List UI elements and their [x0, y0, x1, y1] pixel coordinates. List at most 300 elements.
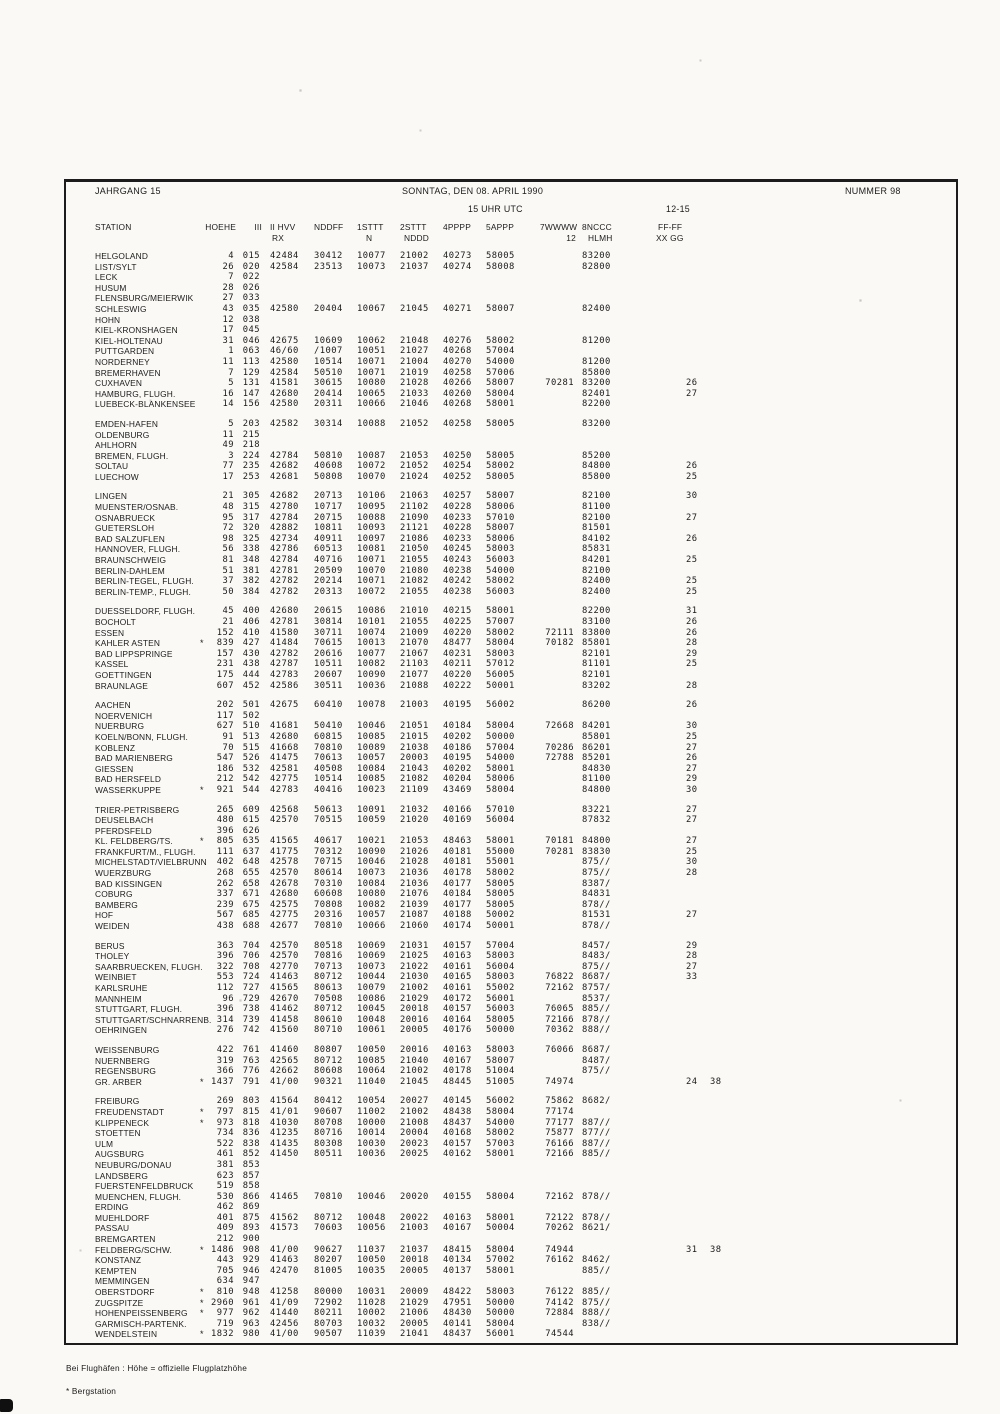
synop-group: 10090	[357, 669, 386, 680]
station-code: 853	[242, 1159, 260, 1170]
synop-group: 40260	[443, 388, 472, 399]
table-row	[64, 1118, 956, 1129]
synop-group: 57004	[486, 742, 515, 753]
synop-group: 80807	[314, 1044, 343, 1055]
synop-group: 40195	[443, 700, 472, 711]
synop-group: 10050	[357, 1044, 386, 1055]
table-row	[64, 826, 956, 837]
synop-group: 58007	[486, 491, 515, 502]
group-8nccc: 82800	[582, 261, 611, 272]
station-hoehe: 231	[216, 659, 234, 670]
synop-group: 10013	[357, 638, 386, 649]
station-code: 626	[242, 825, 260, 836]
table-row	[64, 576, 956, 587]
group-8nccc: 875//	[582, 961, 611, 972]
table-row	[64, 1223, 956, 1234]
synop-group: 21052	[400, 461, 429, 472]
synop-group: 10023	[357, 784, 386, 795]
synop-group: 58003	[486, 1044, 515, 1055]
group-8nccc: 83200	[582, 251, 611, 261]
synop-group: 21036	[400, 878, 429, 889]
synop-group: 42680	[270, 388, 299, 399]
synop-group: 48445	[443, 1076, 472, 1087]
wind-ff: 33	[686, 972, 698, 983]
synop-group: 20615	[314, 606, 343, 617]
table-row	[64, 1160, 956, 1171]
table-row	[64, 1298, 956, 1309]
station-code: 908	[242, 1244, 260, 1255]
station-code: 615	[242, 815, 260, 826]
station-name: BAD MARIENBERG	[95, 753, 173, 764]
synop-group: 10086	[357, 606, 386, 617]
station-hoehe: 117	[216, 710, 234, 721]
station-name: LIST/SYLT	[95, 261, 137, 272]
column-header-1sttt: 1STTT	[357, 222, 384, 232]
synop-group: 10511	[314, 659, 343, 670]
station-hoehe: 705	[216, 1265, 234, 1276]
synop-group: 41462	[270, 1004, 299, 1015]
station-name: NEUBURG/DONAU	[95, 1159, 172, 1170]
synop-group: 50808	[314, 471, 343, 482]
station-hoehe: 322	[216, 961, 234, 972]
synop-group: 56004	[486, 961, 515, 972]
station-hoehe: 72	[222, 523, 234, 534]
table-row	[64, 721, 956, 732]
station-code: 502	[242, 710, 260, 721]
synop-group: 40162	[443, 1149, 472, 1160]
group-8nccc: 878//	[582, 1212, 611, 1223]
station-hoehe: 26	[222, 261, 234, 272]
group-8nccc: 83202	[582, 680, 611, 691]
station-name: NORDERNEY	[95, 356, 150, 367]
wind-ff: 31	[686, 606, 698, 617]
station-code: 510	[242, 721, 260, 732]
group-separator	[64, 482, 956, 491]
column-header-12: 12	[566, 233, 576, 243]
synop-group: 48477	[443, 638, 472, 649]
station-hoehe: 553	[216, 972, 234, 983]
station-hoehe: 438	[216, 921, 234, 932]
station-code: 382	[242, 576, 260, 587]
synop-group: 21046	[400, 399, 429, 410]
station-name: KIEL-KRONSHAGEN	[95, 325, 178, 336]
synop-group: 10089	[357, 742, 386, 753]
synop-group: 41/00	[270, 1329, 299, 1340]
station-name: EMDEN-HAFEN	[95, 418, 159, 429]
synop-group: 58003	[486, 1287, 515, 1298]
station-name: WENDELSTEIN	[95, 1329, 158, 1340]
synop-group: 40157	[443, 940, 472, 951]
synop-group: 21121	[400, 523, 429, 534]
synop-group: 80207	[314, 1255, 343, 1266]
footnote-bergstation: * Bergstation	[66, 1386, 117, 1396]
station-hoehe: 31	[222, 335, 234, 346]
station-code: 147	[242, 388, 260, 399]
synop-group: 40266	[443, 378, 472, 389]
synop-group: 41235	[270, 1128, 299, 1139]
synop-group: 40211	[443, 659, 472, 670]
group-8nccc: 84800	[582, 461, 611, 472]
station-hoehe: 522	[216, 1138, 234, 1149]
station-hoehe: 12	[222, 314, 234, 325]
group-7wwww: 76166	[545, 1138, 574, 1149]
synop-group: 30711	[314, 627, 343, 638]
synop-group: 10048	[357, 1014, 386, 1025]
synop-group: 40176	[443, 1025, 472, 1036]
synop-group: 57003	[486, 1138, 515, 1149]
synop-group: 40508	[314, 763, 343, 774]
synop-group: 10514	[314, 356, 343, 367]
station-hoehe: 462	[216, 1202, 234, 1213]
synop-group: 21051	[400, 721, 429, 732]
group-8nccc: 84102	[582, 533, 611, 544]
station-code: 203	[242, 418, 260, 429]
synop-group: 21026	[400, 846, 429, 857]
group-8nccc: 85801	[582, 731, 611, 742]
synop-group: 80703	[314, 1318, 343, 1329]
synop-group: 40184	[443, 889, 472, 900]
synop-group: 21031	[400, 940, 429, 951]
station-name: LUEBECK-BLANKENSEE	[95, 399, 196, 410]
wind-ff: 28	[686, 638, 698, 649]
station-code: 452	[242, 680, 260, 691]
group-7wwww: 70281	[545, 846, 574, 857]
group-8nccc: 8487/	[582, 1055, 611, 1066]
synop-group: 10035	[357, 1265, 386, 1276]
synop-group: 57012	[486, 659, 515, 670]
station-hoehe: 921	[216, 784, 234, 795]
synop-group: 42782	[270, 586, 299, 597]
synop-group: 21004	[400, 356, 429, 367]
station-hoehe: 547	[216, 753, 234, 764]
synop-group: 21033	[400, 388, 429, 399]
group-8nccc: 8483/	[582, 951, 611, 962]
synop-group: 20020	[400, 1191, 429, 1202]
synop-group: 10030	[357, 1138, 386, 1149]
synop-group: 58002	[486, 335, 515, 346]
wind-ff: 27	[686, 815, 698, 826]
station-code: 706	[242, 951, 260, 962]
station-code: 542	[242, 774, 260, 785]
synop-group: 40145	[443, 1096, 472, 1107]
synop-group: 21048	[400, 335, 429, 346]
station-code: 400	[242, 606, 260, 617]
synop-group: 40243	[443, 555, 472, 566]
synop-group: 40911	[314, 533, 343, 544]
synop-group: 10811	[314, 523, 343, 534]
synop-group: 20005	[400, 1265, 429, 1276]
station-name: KEMPTEN	[95, 1265, 137, 1276]
synop-group: 40172	[443, 993, 472, 1004]
synop-group: 21002	[400, 983, 429, 993]
synop-group: 50000	[486, 1308, 515, 1319]
wind-ff: 27	[686, 512, 698, 523]
synop-group: 58005	[486, 471, 515, 482]
synop-group: 58007	[486, 1055, 515, 1066]
synop-group: 57002	[486, 1255, 515, 1266]
synop-group: 40166	[443, 804, 472, 815]
station-name: ULM	[95, 1138, 114, 1149]
station-name: KLIPPENECK	[95, 1117, 150, 1128]
column-header-iihvv: II HVV	[270, 222, 296, 232]
synop-group: 58002	[486, 576, 515, 587]
table-row	[64, 368, 956, 379]
synop-group: 40134	[443, 1255, 472, 1266]
synop-group: 40137	[443, 1265, 472, 1276]
group-8nccc: 878//	[582, 1014, 611, 1025]
synop-group: 58001	[486, 399, 515, 410]
group-8nccc: 83200	[582, 378, 611, 389]
synop-group: 10091	[357, 804, 386, 815]
station-hoehe: 269	[216, 1096, 234, 1107]
table-row	[64, 1276, 956, 1287]
synop-group: 20023	[400, 1138, 429, 1149]
station-code: 648	[242, 857, 260, 868]
group-7wwww: 75877	[545, 1128, 574, 1139]
station-hoehe: 28	[222, 282, 234, 293]
wind-ff: 25	[686, 659, 698, 670]
synop-group: 42662	[270, 1066, 299, 1077]
synop-group: 21002	[400, 1066, 429, 1077]
station-name: NUERBURG	[95, 721, 145, 732]
group-separator	[64, 691, 956, 700]
table-row	[64, 1245, 956, 1256]
synop-group: 41/00	[270, 1076, 299, 1087]
station-name: LUECHOW	[95, 471, 139, 482]
synop-group: 40167	[443, 1223, 472, 1234]
synop-group: 42680	[270, 606, 299, 617]
synop-group: 41560	[270, 1025, 299, 1036]
group-8nccc: 885//	[582, 1149, 611, 1160]
synop-group: 40416	[314, 784, 343, 795]
synop-group: 58004	[486, 1318, 515, 1329]
synop-group: 40608	[314, 461, 343, 472]
station-hoehe: 402	[216, 857, 234, 868]
table-row	[64, 753, 956, 764]
group-8nccc: 82101	[582, 669, 611, 680]
station-name: CUXHAVEN	[95, 378, 143, 389]
scan-noise	[0, 0, 1, 1]
wind-ff: 30	[686, 784, 698, 795]
synop-group: 21039	[400, 899, 429, 910]
synop-group: 80511	[314, 1149, 343, 1160]
synop-group: 72902	[314, 1297, 343, 1308]
station-code: 635	[242, 836, 260, 847]
station-hoehe: 37	[222, 576, 234, 587]
synop-group: 41030	[270, 1117, 299, 1128]
station-hoehe: 50	[222, 586, 234, 597]
synop-group: 21027	[400, 346, 429, 357]
group-7wwww: 70181	[545, 836, 574, 847]
bergstation-marker: *	[200, 1308, 204, 1319]
synop-group: 58003	[486, 951, 515, 962]
synop-group: 21050	[400, 544, 429, 555]
synop-group: 80412	[314, 1096, 343, 1107]
synop-group: 21019	[400, 367, 429, 378]
synop-group: 58002	[486, 868, 515, 879]
synop-group: 48422	[443, 1287, 472, 1298]
wind-ff: 25	[686, 586, 698, 597]
synop-group: 42581	[270, 763, 299, 774]
synop-group: 42675	[270, 700, 299, 711]
synop-group: 20005	[400, 1318, 429, 1329]
station-hoehe: 3	[228, 450, 234, 461]
synop-group: 42681	[270, 471, 299, 482]
table-row	[64, 587, 956, 598]
station-name: BERLIN-DAHLEM	[95, 565, 165, 576]
station-code: 858	[242, 1181, 260, 1192]
synop-group: 20313	[314, 586, 343, 597]
group-8nccc: 85201	[582, 753, 611, 764]
bergstation-marker: *	[200, 1297, 204, 1308]
synop-group: 40174	[443, 921, 472, 932]
station-code: 869	[242, 1202, 260, 1213]
table-row	[64, 491, 956, 502]
synop-group: 10072	[357, 586, 386, 597]
column-header-5appp: 5APPP	[486, 222, 515, 232]
station-code: 704	[242, 940, 260, 951]
bergstation-marker: *	[200, 1106, 204, 1117]
synop-group: 40225	[443, 617, 472, 627]
synop-group: 41/00	[270, 1244, 299, 1255]
station-hoehe: 49	[222, 440, 234, 451]
synop-group: 11037	[357, 1244, 386, 1255]
synop-group: 40177	[443, 899, 472, 910]
group-8nccc: 887//	[582, 1117, 611, 1128]
station-hoehe: 319	[216, 1055, 234, 1066]
synop-group: 50000	[486, 731, 515, 742]
station-code: 729	[242, 993, 260, 1004]
synop-group: 50004	[486, 1223, 515, 1234]
station-code: 961	[242, 1297, 260, 1308]
wind-ff: 30	[686, 491, 698, 502]
synop-group: 30615	[314, 378, 343, 389]
station-hoehe: 634	[216, 1276, 234, 1287]
synop-group: 56002	[486, 700, 515, 711]
synop-group: 11039	[357, 1329, 386, 1340]
group-7wwww: 72111	[545, 627, 574, 638]
station-hoehe: 111	[216, 846, 234, 857]
synop-group: 20005	[400, 1025, 429, 1036]
station-hoehe: 98	[222, 533, 234, 544]
station-name: MUENCHEN, FLUGH.	[95, 1191, 182, 1202]
station-name: HOHENPEISSENBERG	[95, 1308, 188, 1319]
synop-group: 20509	[314, 565, 343, 576]
station-name: SCHLESWIG	[95, 303, 147, 314]
synop-group: 57010	[486, 804, 515, 815]
table-row	[64, 389, 956, 400]
synop-group: 56001	[486, 993, 515, 1004]
synop-group: 80716	[314, 1128, 343, 1139]
station-code: 980	[242, 1329, 260, 1340]
synop-group: 10717	[314, 502, 343, 513]
station-name: TRIER-PETRISBERG	[95, 804, 180, 815]
table-row	[64, 1319, 956, 1330]
synop-group: 10084	[357, 763, 386, 774]
station-name: WEINBIET	[95, 972, 137, 983]
synop-group: 42786	[270, 544, 299, 555]
synop-group: 21038	[400, 742, 429, 753]
synop-group: 80608	[314, 1066, 343, 1077]
table-row	[64, 983, 956, 994]
station-code: 838	[242, 1138, 260, 1149]
group-8nccc: 888//	[582, 1308, 611, 1319]
synop-group: 90627	[314, 1244, 343, 1255]
station-code: 444	[242, 669, 260, 680]
synop-group: 80613	[314, 983, 343, 993]
synop-group: 30511	[314, 680, 343, 691]
station-hoehe: 627	[216, 721, 234, 732]
synop-group: 42781	[270, 617, 299, 627]
group-7wwww: 74974	[545, 1076, 574, 1087]
synop-group: 42470	[270, 1265, 299, 1276]
station-table	[64, 251, 956, 1340]
group-7wwww: 75862	[545, 1096, 574, 1107]
table-row	[64, 921, 956, 932]
group-separator	[64, 932, 956, 941]
group-separator	[64, 597, 956, 606]
synop-group: 54000	[486, 753, 515, 764]
table-row	[64, 994, 956, 1005]
synop-group: 21032	[400, 804, 429, 815]
synop-group: 90607	[314, 1106, 343, 1117]
synop-group: 20018	[400, 1004, 429, 1015]
synop-group: 40228	[443, 502, 472, 513]
group-7wwww: 70281	[545, 378, 574, 389]
group-8nccc: 83800	[582, 627, 611, 638]
station-name: HELGOLAND	[95, 251, 149, 261]
synop-group: 57004	[486, 940, 515, 951]
synop-group: 48463	[443, 836, 472, 847]
synop-group: 20027	[400, 1096, 429, 1107]
synop-group: 58002	[486, 627, 515, 638]
station-code: 320	[242, 523, 260, 534]
synop-group: 40716	[314, 555, 343, 566]
synop-group: 58005	[486, 899, 515, 910]
station-code: 708	[242, 961, 260, 972]
synop-group: 10069	[357, 940, 386, 951]
synop-group: 58004	[486, 388, 515, 399]
station-hoehe: 152	[216, 627, 234, 638]
station-name: HAMBURG, FLUGH.	[95, 388, 176, 399]
station-code: 253	[242, 471, 260, 482]
synop-group: 21052	[400, 418, 429, 429]
table-row	[64, 1192, 956, 1203]
station-code: 315	[242, 502, 260, 513]
station-code: 658	[242, 878, 260, 889]
synop-group: 21088	[400, 680, 429, 691]
synop-group: 10062	[357, 335, 386, 346]
synop-group: 41668	[270, 742, 299, 753]
synop-group: 10066	[357, 921, 386, 932]
synop-group: 58005	[486, 418, 515, 429]
station-code: 215	[242, 429, 260, 440]
synop-group: 41258	[270, 1287, 299, 1298]
group-7wwww: 77177	[545, 1117, 574, 1128]
station-name: HANNOVER, FLUGH.	[95, 544, 181, 555]
synop-group: 10036	[357, 1149, 386, 1160]
station-name: PASSAU	[95, 1223, 130, 1234]
synop-group: 21010	[400, 606, 429, 617]
station-hoehe: 810	[216, 1287, 234, 1298]
wind-ff: 26	[686, 627, 698, 638]
table-row	[64, 681, 956, 692]
synop-group: 58001	[486, 1149, 515, 1160]
synop-group: 21055	[400, 617, 429, 627]
synop-group: 21025	[400, 951, 429, 962]
group-separator	[64, 410, 956, 419]
synop-group: 40268	[443, 399, 472, 410]
